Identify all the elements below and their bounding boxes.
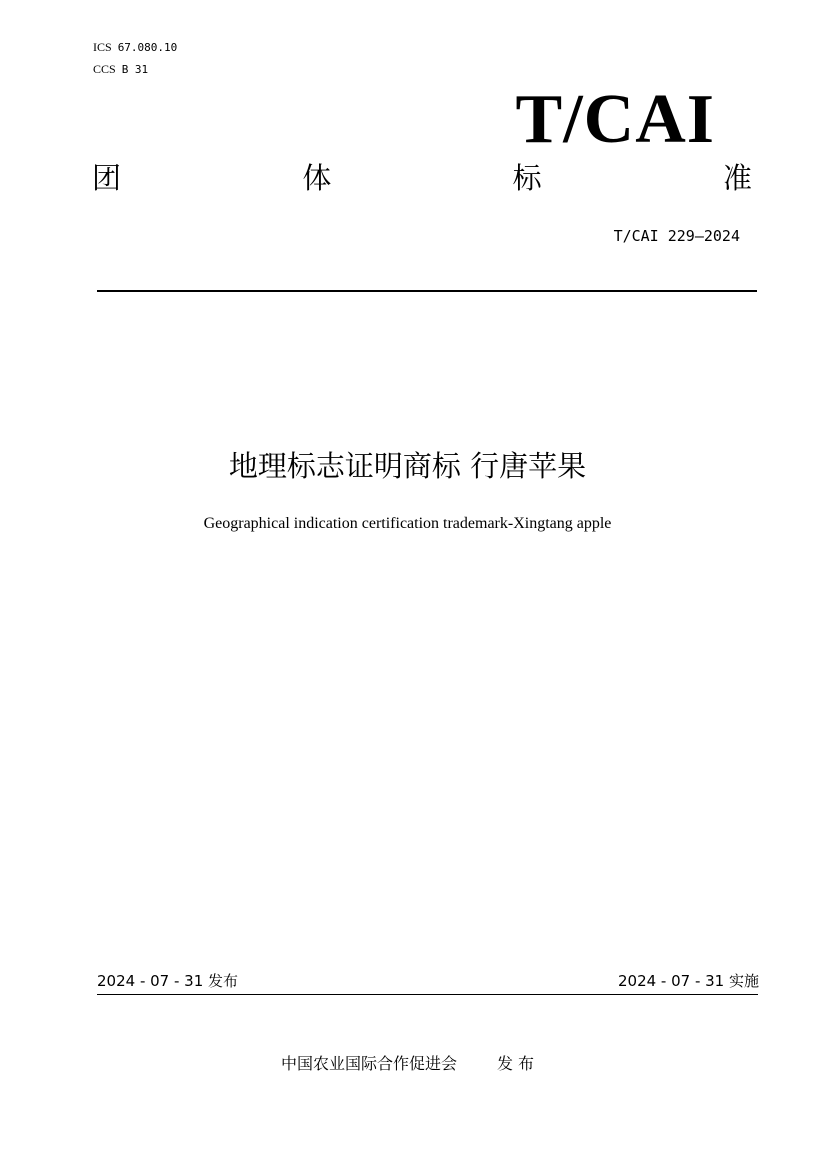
organization-logo: T/CAI (515, 81, 715, 158)
standard-number: T/CAI 229—2024 (613, 227, 740, 245)
standard-type-char: 体 (302, 161, 332, 195)
title-english: Geographical indication certification trademark-Xingtang apple (203, 515, 612, 532)
ccs-value: B 31 (121, 63, 149, 76)
standard-type (92, 158, 752, 198)
ics-value: 67.080.10 (117, 41, 178, 54)
publisher (0, 1053, 815, 1075)
ccs-code (93, 62, 148, 77)
publisher-action: 发 布 (496, 1054, 535, 1073)
publisher-organization: 中国农业国际合作促进会 (280, 1054, 457, 1073)
issue-date: 2024 - 07 - 31 发布 (97, 972, 239, 990)
standard-type-char: 标 (512, 161, 542, 195)
standard-type-char: 团 (92, 161, 122, 195)
implementation-date: 2024 - 07 - 31 实施 (617, 972, 759, 990)
header-divider (97, 290, 757, 292)
standard-type-char: 准 (722, 161, 752, 195)
ics-label: ICS (93, 40, 112, 54)
ics-code (93, 40, 177, 55)
ccs-label: CCS (93, 62, 116, 76)
footer-divider (97, 994, 758, 995)
title-chinese: 地理标志证明商标 行唐苹果 (228, 449, 587, 483)
